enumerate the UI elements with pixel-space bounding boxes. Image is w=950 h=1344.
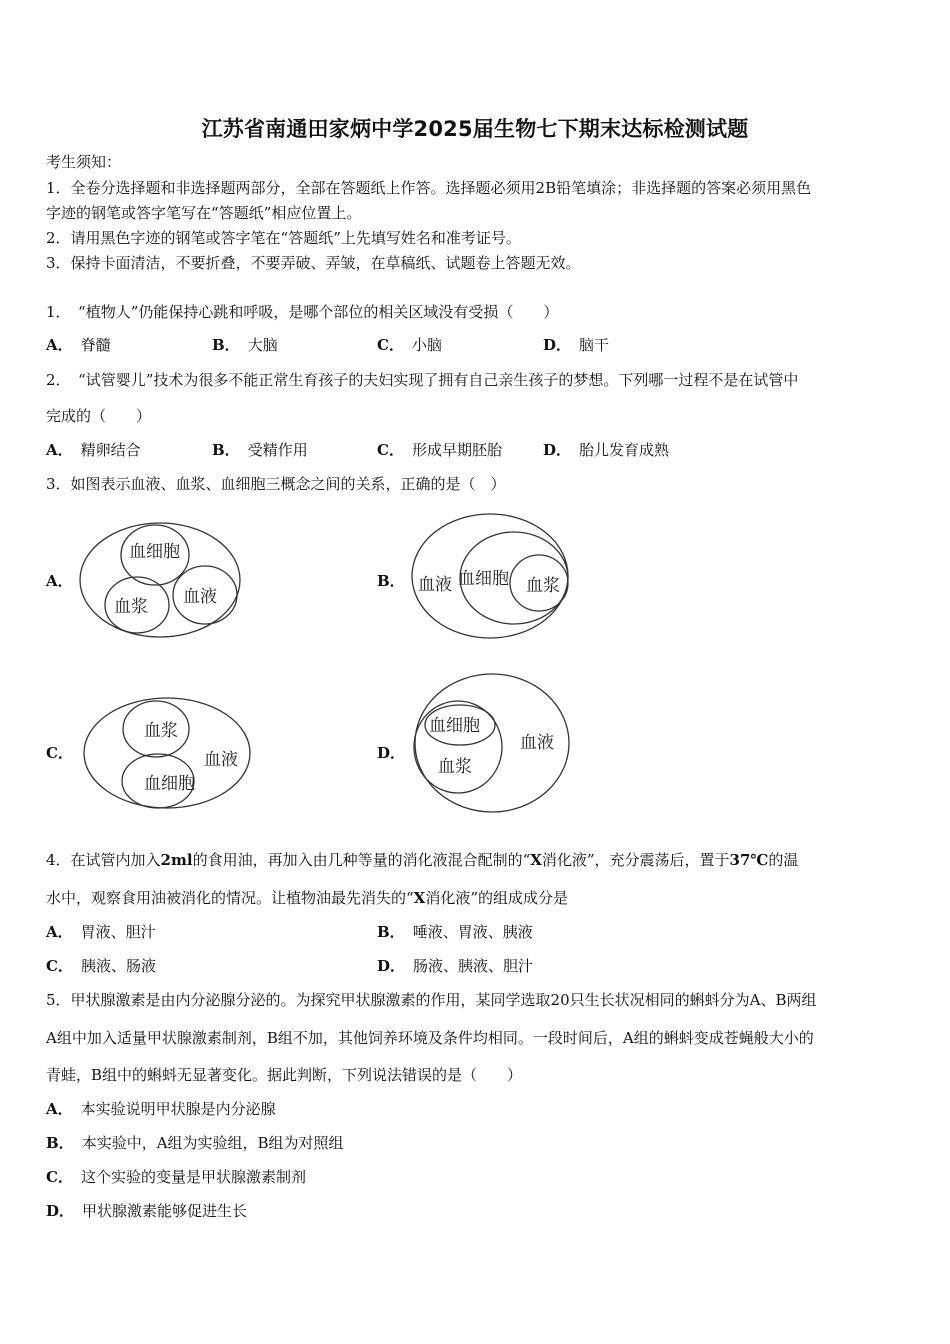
question-4-option-d	[377, 956, 533, 976]
option-label: A．	[46, 1100, 73, 1118]
page-title: 江苏省南通田家炳中学2025届生物七下期末达标检测试题	[201, 117, 749, 141]
option-text: 这个实验的变量是甲状腺激素制剂	[80, 1168, 306, 1186]
notice-heading: 考生须知：	[46, 153, 122, 171]
option-label: A．	[46, 441, 73, 459]
stem-text: 消化液”，充分震荡后，置于	[541, 851, 730, 869]
notice-item: 字迹的钢笔或答字笔写在“答题纸”相应位置上。	[46, 204, 362, 222]
stem-text: 的温	[768, 851, 799, 869]
label-right: 血液	[183, 587, 217, 607]
question-2-stem: 完成的（ ）	[46, 407, 152, 425]
option-text: 大脑	[247, 336, 278, 354]
label-bottom: 血细胞	[144, 774, 195, 794]
option-label: A．	[46, 923, 73, 941]
question-2-option-b	[212, 440, 308, 460]
label-middle: 血细胞	[458, 569, 509, 589]
option-text: 胎儿发育成熟	[579, 441, 670, 459]
question-5-option-b	[46, 1133, 344, 1153]
stem-text: 的食用油，再加入由几种等量的消化液混合配制的“	[192, 851, 531, 869]
question-4-stem	[46, 850, 798, 870]
label-left: 血浆	[114, 597, 148, 617]
option-label: D．	[543, 336, 572, 354]
option-text: 受精作用	[247, 441, 308, 459]
option-text: 胰液、肠液	[80, 957, 156, 975]
label-inner: 血浆	[526, 576, 560, 596]
middle-ellipse	[414, 701, 502, 793]
question-5-option-a	[46, 1099, 276, 1119]
question-1-option-c	[377, 335, 442, 355]
label-top: 血细胞	[129, 542, 180, 562]
label-middle: 血浆	[438, 757, 472, 777]
option-label: D．	[543, 441, 572, 459]
question-4-option-c	[46, 956, 156, 976]
question-2-stem: 2． “试管婴儿”技术为很多不能正常生育孩子的夫妇实现了拥有自己亲生孩子的梦想。下列哪一过程不是在试管中	[46, 371, 799, 389]
option-text: 本实验说明甲状腺是内分泌腺	[80, 1100, 276, 1118]
option-text: 唾液、胃液、胰液	[412, 923, 533, 941]
stem-text: 水中，观察食用油被消化的情况。让植物油最先消失的“	[46, 889, 414, 907]
option-label: C．	[377, 336, 404, 354]
outer-ellipse	[80, 523, 240, 637]
question-4-stem	[46, 888, 568, 908]
question-2-option-c	[377, 440, 502, 460]
option-label: D．	[46, 1202, 75, 1220]
diagram-b	[410, 510, 575, 645]
notice-item: 1．全卷分选择题和非选择题两部分，全部在答题纸上作答。选择题必须用2B铅笔填涂；非选择题的答案必须用黑色	[46, 179, 812, 197]
question-1-stem: 1． “植物人”仍能保持心跳和呼吸，是哪个部位的相关区域没有受损（ ）	[46, 303, 559, 321]
option-label: C．	[377, 441, 404, 459]
notice-item: 2．请用黑色字迹的钢笔或答字笔在“答题纸”上先填写姓名和准考证号。	[46, 229, 521, 247]
diagram-d	[412, 672, 572, 815]
option-label: B．	[377, 923, 405, 941]
diagram-a	[78, 520, 243, 640]
option-label: B．	[46, 1134, 74, 1152]
notice-item: 3．保持卡面清洁，不要折叠，不要弄破、弄皱，在草稿纸、试题卷上答题无效。	[46, 254, 581, 272]
option-text: 精卵结合	[80, 441, 141, 459]
question-4-option-a	[46, 922, 156, 942]
label-outer: 血液	[520, 733, 554, 753]
option-label: C．	[46, 957, 73, 975]
diagram-c	[80, 693, 255, 813]
diagram-c-label: C．	[46, 744, 73, 762]
question-5-stem: 青蛙，B组中的蝌蚪无显著变化。据此判断，下列说法错误的是（ ）	[46, 1066, 523, 1084]
option-label: C．	[46, 1168, 73, 1186]
option-text: 本实验中，A组为实验组，B组为对照组	[81, 1134, 344, 1152]
option-label: D．	[377, 957, 406, 975]
option-text: 小脑	[411, 336, 442, 354]
option-text: 甲状腺激素能够促进生长	[82, 1202, 248, 1220]
question-4-option-b	[377, 922, 533, 942]
question-2-option-d	[543, 440, 669, 460]
question-5-option-d	[46, 1201, 247, 1221]
stem-text-bold: 37℃	[729, 851, 769, 869]
option-text: 形成早期胚胎	[411, 441, 502, 459]
option-text: 胃液、胆汁	[80, 923, 156, 941]
option-text: 脊髓	[80, 336, 111, 354]
diagram-b-label: B．	[377, 572, 405, 590]
diagram-a-label: A．	[46, 572, 73, 590]
question-3-stem: 3．如图表示血液、血浆、血细胞三概念之间的关系，正确的是（ ）	[46, 475, 506, 493]
question-1-option-d	[543, 335, 609, 355]
question-1-option-b	[212, 335, 278, 355]
question-5-stem: 5．甲状腺激素是由内分泌腺分泌的。为探究甲状腺激素的作用，某同学选取20只生长状况相同的蝌蚪分为A、B两组	[46, 991, 817, 1009]
question-5-stem: A组中加入适量甲状腺激素制剂，B组不加，其他饲养环境及条件均相同。一段时间后，A组的蝌蚪变成苍蝇般大小的	[46, 1029, 814, 1047]
option-text: 脑干	[579, 336, 610, 354]
stem-text-bold: X	[530, 851, 542, 869]
option-label: A．	[46, 336, 73, 354]
option-label: B．	[212, 336, 240, 354]
stem-text-bold: 2ml	[160, 851, 193, 869]
stem-text-bold: X	[413, 889, 426, 907]
question-1-option-a	[46, 335, 111, 355]
label-top: 血浆	[144, 721, 178, 741]
option-text: 肠液、胰液、胆汁	[413, 957, 534, 975]
stem-text: 4．在试管内加入	[46, 851, 161, 869]
stem-text: 消化液”的组成成分是	[425, 889, 568, 907]
diagram-d-label: D．	[377, 744, 406, 762]
question-2-option-a	[46, 440, 141, 460]
label-outer: 血液	[418, 575, 452, 595]
label-outer: 血液	[204, 750, 238, 770]
label-inner: 血细胞	[429, 716, 480, 736]
question-5-option-c	[46, 1167, 306, 1187]
option-label: B．	[212, 441, 240, 459]
